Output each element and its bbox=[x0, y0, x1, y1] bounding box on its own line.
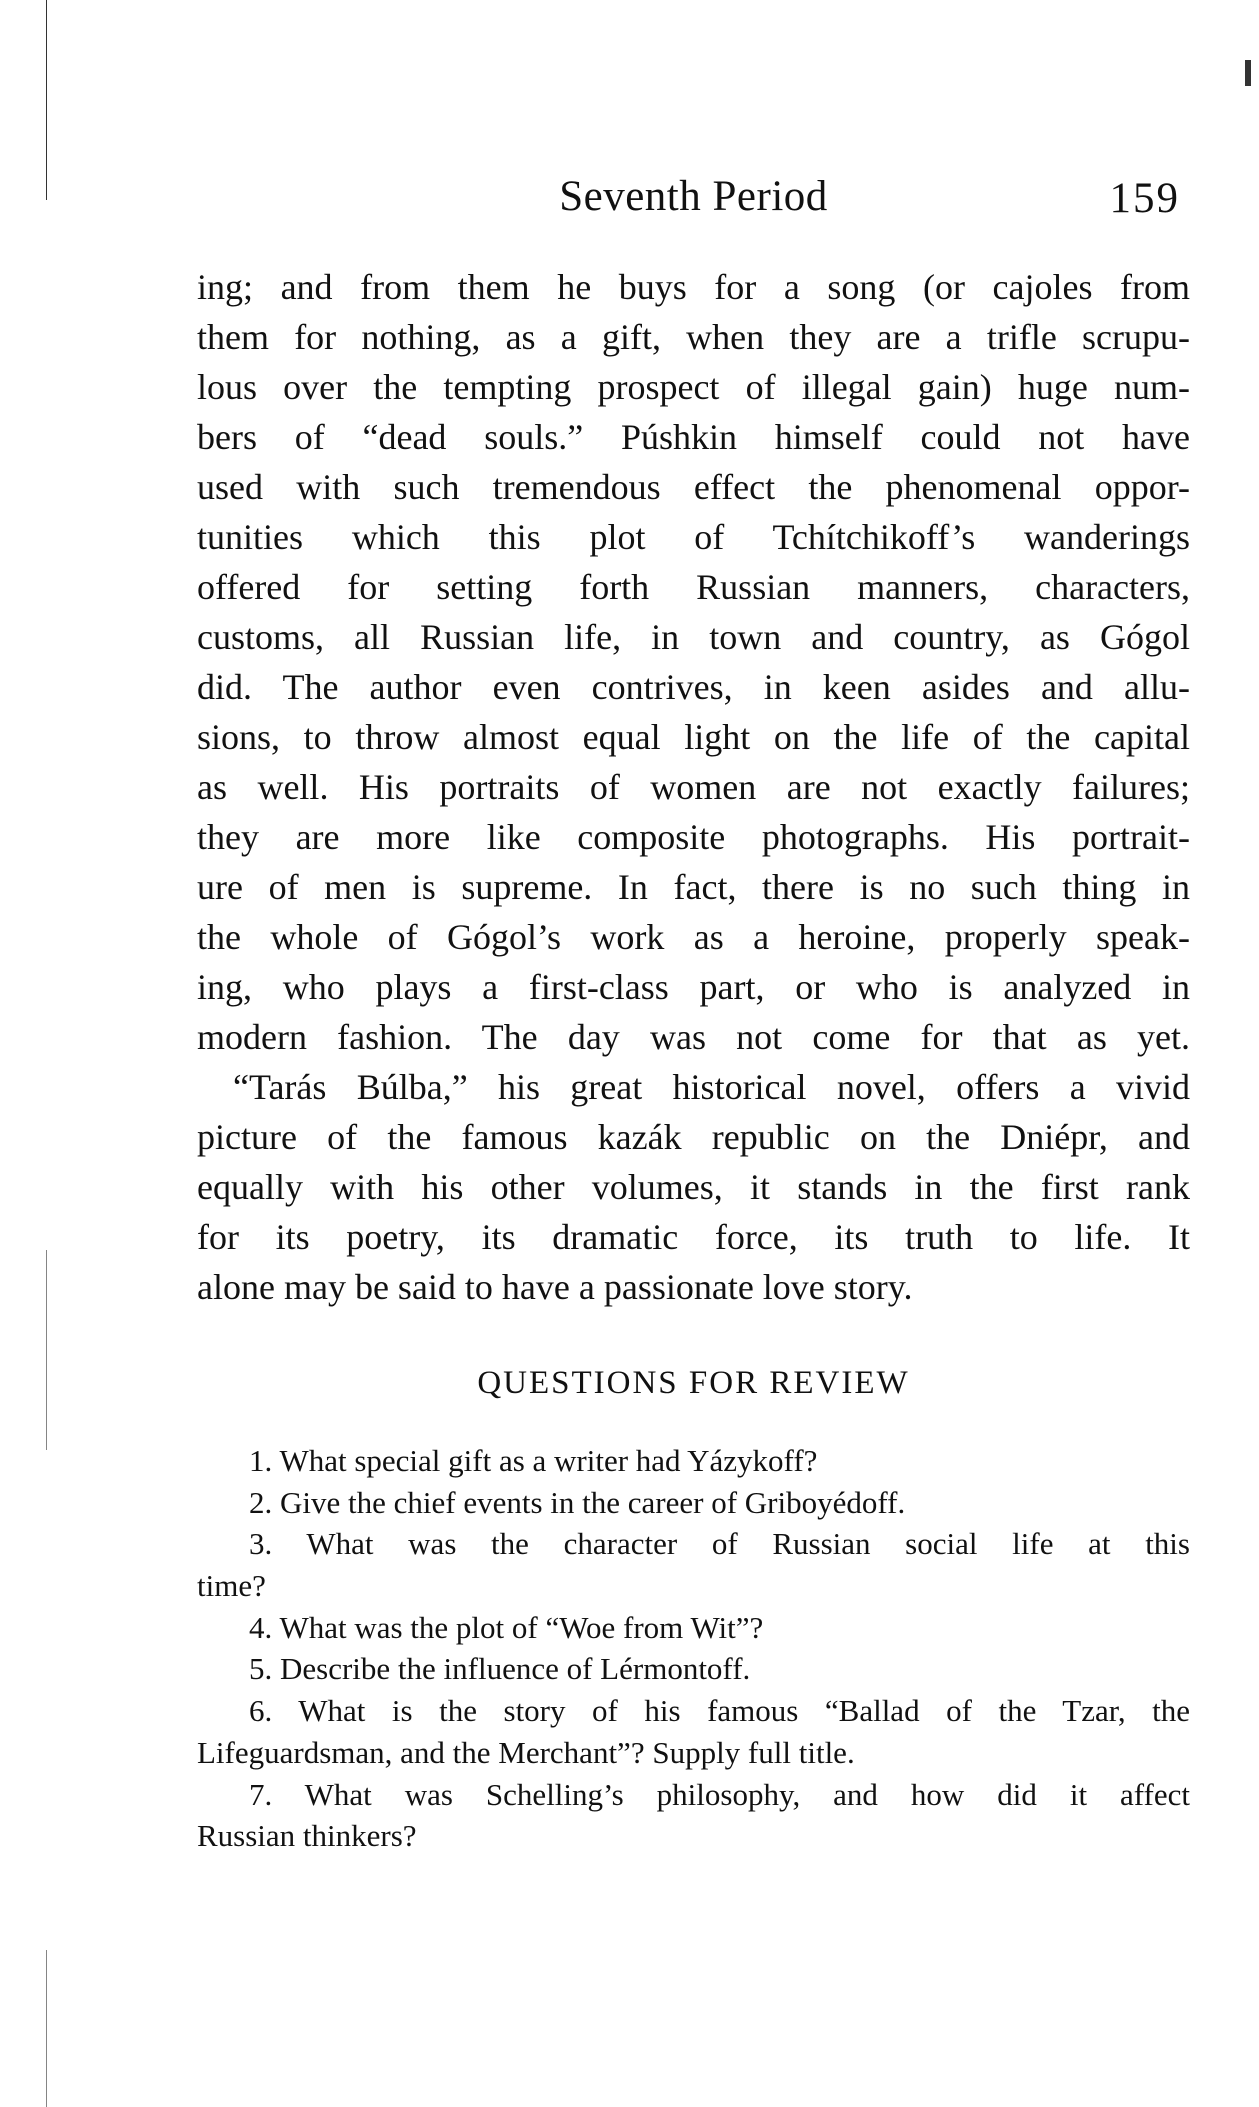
text-line: “Tarás Búlba,” his great historical novel, offers a vivid bbox=[233, 1067, 1190, 1107]
question-line: time? bbox=[197, 1568, 266, 1604]
question-line: Lifeguardsman, and the Merchant”? Supply full title. bbox=[197, 1734, 855, 1770]
scan-margin-line bbox=[46, 0, 47, 200]
running-title: Seventh Period bbox=[559, 173, 828, 220]
text-line: sions, to throw almost equal light on the life of the capital bbox=[197, 717, 1190, 757]
page-header bbox=[197, 172, 1190, 228]
text-line: offered for setting forth Russian manners, characters, bbox=[197, 567, 1190, 607]
body-text bbox=[197, 262, 1190, 1312]
scan-corner-mark bbox=[1245, 60, 1251, 86]
text-line: tunities which this plot of Tchítchikoff’s wanderings bbox=[197, 517, 1190, 557]
text-line: bers of “dead souls.” Púshkin himself could not have bbox=[197, 417, 1190, 457]
text-line: as well. His portraits of women are not exactly failures; bbox=[197, 767, 1190, 807]
text-line: lous over the tempting prospect of illegal gain) huge num- bbox=[197, 367, 1190, 407]
text-line: modern fashion. The day was not come for that as yet. bbox=[197, 1017, 1190, 1057]
text-line: the whole of Gógol’s work as a heroine, properly speak- bbox=[197, 917, 1190, 957]
question-line: 6. What is the story of his famous “Ballad of the Tzar, the bbox=[249, 1693, 1190, 1729]
question-line: 1. What special gift as a writer had Yázykoff? bbox=[249, 1443, 818, 1478]
text-line: ure of men is supreme. In fact, there is no such thing in bbox=[197, 867, 1190, 907]
text-line: them for nothing, as a gift, when they are a trifle scrupu- bbox=[197, 317, 1190, 357]
text-line: for its poetry, its dramatic force, its truth to life. It bbox=[197, 1217, 1190, 1257]
scan-margin-line bbox=[46, 1250, 47, 1450]
text-line: picture of the famous kazák republic on the Dniépr, and bbox=[197, 1117, 1190, 1157]
text-line: alone may be said to have a passionate love story. bbox=[197, 1267, 913, 1307]
text-line: did. The author even contrives, in keen asides and allu- bbox=[197, 667, 1190, 707]
questions-list bbox=[197, 1440, 1190, 1857]
question-line: 7. What was Schelling’s philosophy, and how did it affect bbox=[249, 1776, 1190, 1812]
question-line: 4. What was the plot of “Woe from Wit”? bbox=[249, 1609, 764, 1645]
question-line: 5. Describe the influence of Lérmontoff. bbox=[249, 1651, 751, 1687]
question-line: Russian thinkers? bbox=[197, 1818, 417, 1854]
text-line: ing, who plays a first-class part, or who is analyzed in bbox=[197, 967, 1190, 1007]
questions-heading: QUESTIONS FOR REVIEW bbox=[477, 1365, 910, 1401]
page-number: 159 bbox=[1109, 175, 1180, 222]
text-line: ing; and from them he buys for a song (or cajoles from bbox=[197, 267, 1190, 307]
question-line: 3. What was the character of Russian social life at this bbox=[249, 1526, 1190, 1562]
text-line: customs, all Russian life, in town and country, as Gógol bbox=[197, 617, 1190, 657]
scan-margin-line bbox=[46, 1950, 47, 2107]
text-line: they are more like composite photographs. His portrait- bbox=[197, 817, 1190, 857]
text-line: used with such tremendous effect the phenomenal oppor- bbox=[197, 467, 1190, 507]
text-line: equally with his other volumes, it stands in the first rank bbox=[197, 1167, 1190, 1207]
question-line: 2. Give the chief events in the career of Griboyédoff. bbox=[249, 1484, 906, 1520]
